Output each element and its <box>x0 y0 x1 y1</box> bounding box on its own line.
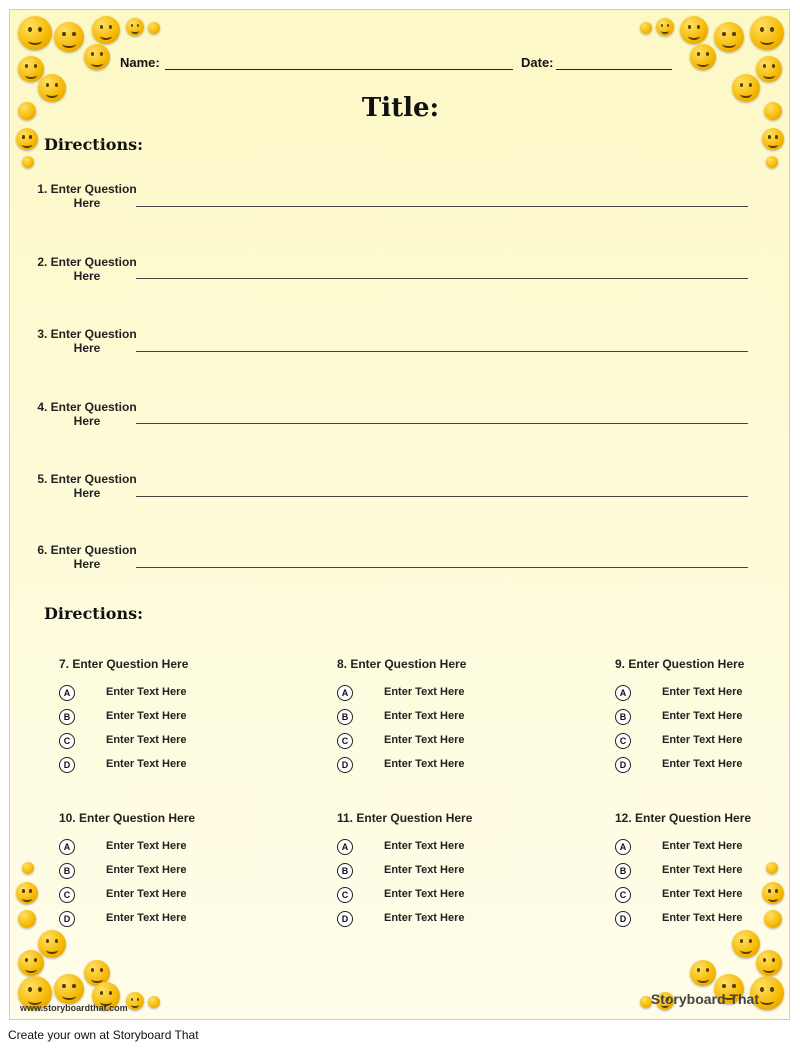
mc-question-text: 8. Enter Question Here <box>337 657 467 671</box>
watermark-url: www.storyboardthat.com <box>20 1003 128 1013</box>
page-title: Title: <box>361 93 440 123</box>
emoji-face-icon <box>148 996 160 1008</box>
emoji-face-icon <box>148 22 160 34</box>
emoji-face-icon <box>18 56 44 82</box>
emoji-face-icon <box>656 18 674 36</box>
option-text: Enter Text Here <box>384 734 465 746</box>
question-4: 4. Enter Question Here <box>37 400 137 428</box>
option-text: Enter Text Here <box>662 864 743 876</box>
answer-line-5[interactable] <box>136 496 748 497</box>
option-a[interactable] <box>615 839 790 863</box>
mc-question-10 <box>59 811 259 935</box>
option-text: Enter Text Here <box>384 758 465 770</box>
mc-question-text: 10. Enter Question Here <box>59 811 196 825</box>
option-d[interactable] <box>337 757 537 781</box>
option-b[interactable] <box>337 709 537 733</box>
option-text: Enter Text Here <box>662 758 743 770</box>
emoji-face-icon <box>690 44 716 70</box>
option-text: Enter Text Here <box>106 888 187 900</box>
option-text: Enter Text Here <box>106 912 187 924</box>
bubble-letter-icon[interactable]: C <box>337 887 353 903</box>
answer-line-1[interactable] <box>136 206 748 207</box>
option-d[interactable] <box>59 757 259 781</box>
emoji-face-icon <box>640 22 652 34</box>
option-text: Enter Text Here <box>106 864 187 876</box>
option-a[interactable] <box>337 839 537 863</box>
option-text: Enter Text Here <box>384 840 465 852</box>
option-d[interactable] <box>337 911 537 935</box>
emoji-face-icon <box>18 950 44 976</box>
question-1: 1. Enter Question Here <box>37 182 137 210</box>
option-b[interactable] <box>337 863 537 887</box>
bubble-letter-icon[interactable]: C <box>59 733 75 749</box>
option-a[interactable] <box>615 685 790 709</box>
directions-heading-2: Directions: <box>44 604 143 623</box>
question-3: 3. Enter Question Here <box>37 327 137 355</box>
option-text: Enter Text Here <box>662 912 743 924</box>
emoji-face-icon <box>84 44 110 70</box>
credit-text[interactable]: Create your own at Storyboard That <box>8 1028 199 1042</box>
emoji-face-icon <box>126 992 144 1010</box>
emoji-face-icon <box>766 156 778 168</box>
bubble-letter-icon[interactable]: C <box>615 733 631 749</box>
emoji-face-icon <box>92 16 120 44</box>
option-text: Enter Text Here <box>384 912 465 924</box>
option-text: Enter Text Here <box>662 710 743 722</box>
emoji-face-icon <box>18 910 36 928</box>
option-b[interactable] <box>615 709 790 733</box>
emoji-face-icon <box>16 882 38 904</box>
option-d[interactable] <box>615 911 790 935</box>
bubble-letter-icon[interactable]: B <box>59 709 75 725</box>
question-6: 6. Enter Question Here <box>37 543 137 571</box>
bubble-letter-icon[interactable]: A <box>59 685 75 701</box>
option-c[interactable] <box>337 733 537 757</box>
mc-question-text: 12. Enter Question Here <box>615 811 752 825</box>
emoji-face-icon <box>680 16 708 44</box>
option-text: Enter Text Here <box>384 686 465 698</box>
option-c[interactable] <box>59 733 259 757</box>
bubble-letter-icon[interactable]: B <box>337 709 353 725</box>
worksheet <box>9 9 790 1020</box>
mc-question-12 <box>615 811 790 935</box>
bubble-letter-icon[interactable]: B <box>615 709 631 725</box>
emoji-face-icon <box>714 22 744 52</box>
emoji-face-icon <box>126 18 144 36</box>
option-text: Enter Text Here <box>106 686 187 698</box>
emoji-face-icon <box>750 16 784 50</box>
mc-question-11 <box>337 811 537 935</box>
name-label: Name: <box>120 55 160 70</box>
option-text: Enter Text Here <box>662 734 743 746</box>
emoji-face-icon <box>16 128 38 150</box>
option-b[interactable] <box>59 863 259 887</box>
option-d[interactable] <box>59 911 259 935</box>
emoji-face-icon <box>690 960 716 986</box>
mc-question-text: 7. Enter Question Here <box>59 657 189 671</box>
option-a[interactable] <box>59 685 259 709</box>
option-c[interactable] <box>615 733 790 757</box>
directions-heading: Directions: <box>44 135 143 154</box>
emoji-face-icon <box>18 16 52 50</box>
bubble-letter-icon[interactable]: A <box>337 685 353 701</box>
option-c[interactable] <box>615 887 790 911</box>
option-a[interactable] <box>59 839 259 863</box>
question-2: 2. Enter Question Here <box>37 255 137 283</box>
emoji-face-icon <box>22 862 34 874</box>
option-text: Enter Text Here <box>662 840 743 852</box>
bubble-letter-icon[interactable]: C <box>337 733 353 749</box>
mc-question-text: 11. Enter Question Here <box>337 811 473 825</box>
emoji-face-icon <box>756 56 782 82</box>
emoji-face-icon <box>54 22 84 52</box>
bubble-letter-icon[interactable]: D <box>59 757 75 773</box>
name-field[interactable] <box>165 69 513 70</box>
question-5: 5. Enter Question Here <box>37 472 137 500</box>
option-d[interactable] <box>615 757 790 781</box>
option-text: Enter Text Here <box>106 710 187 722</box>
answer-line-2[interactable] <box>136 278 748 279</box>
emoji-face-icon <box>762 128 784 150</box>
option-text: Enter Text Here <box>106 734 187 746</box>
bubble-letter-icon[interactable]: A <box>59 839 75 855</box>
answer-line-3[interactable] <box>136 351 748 352</box>
bubble-letter-icon[interactable]: A <box>615 839 631 855</box>
answer-line-4[interactable] <box>136 423 748 424</box>
mc-question-8 <box>337 657 537 781</box>
emoji-face-icon <box>54 974 84 1004</box>
mc-question-9 <box>615 657 790 781</box>
option-c[interactable] <box>337 887 537 911</box>
bubble-letter-icon[interactable]: B <box>615 863 631 879</box>
bubble-letter-icon[interactable]: B <box>59 863 75 879</box>
option-b[interactable] <box>615 863 790 887</box>
bubble-letter-icon[interactable]: C <box>615 887 631 903</box>
date-field[interactable] <box>556 69 672 70</box>
option-text: Enter Text Here <box>106 758 187 770</box>
storyboard-logo-text: Storyboard That <box>650 991 759 1007</box>
option-text: Enter Text Here <box>662 686 743 698</box>
bubble-letter-icon[interactable]: B <box>337 863 353 879</box>
bubble-letter-icon[interactable]: A <box>337 839 353 855</box>
option-c[interactable] <box>59 887 259 911</box>
bubble-letter-icon[interactable]: C <box>59 887 75 903</box>
option-a[interactable] <box>337 685 537 709</box>
bubble-letter-icon[interactable]: D <box>615 911 631 927</box>
emoji-face-icon <box>756 950 782 976</box>
bubble-letter-icon[interactable]: D <box>59 911 75 927</box>
option-b[interactable] <box>59 709 259 733</box>
bubble-letter-icon[interactable]: D <box>337 757 353 773</box>
mc-question-7 <box>59 657 259 781</box>
bubble-letter-icon[interactable]: A <box>615 685 631 701</box>
emoji-face-icon <box>22 156 34 168</box>
option-text: Enter Text Here <box>106 840 187 852</box>
option-text: Enter Text Here <box>384 888 465 900</box>
answer-line-6[interactable] <box>136 567 748 568</box>
storyboard-logo-icon[interactable] <box>651 991 759 1007</box>
option-text: Enter Text Here <box>384 710 465 722</box>
mc-question-text: 9. Enter Question Here <box>615 657 745 671</box>
option-text: Enter Text Here <box>662 888 743 900</box>
bubble-letter-icon[interactable]: D <box>337 911 353 927</box>
date-label: Date: <box>521 55 554 70</box>
bubble-letter-icon[interactable]: D <box>615 757 631 773</box>
option-text: Enter Text Here <box>384 864 465 876</box>
